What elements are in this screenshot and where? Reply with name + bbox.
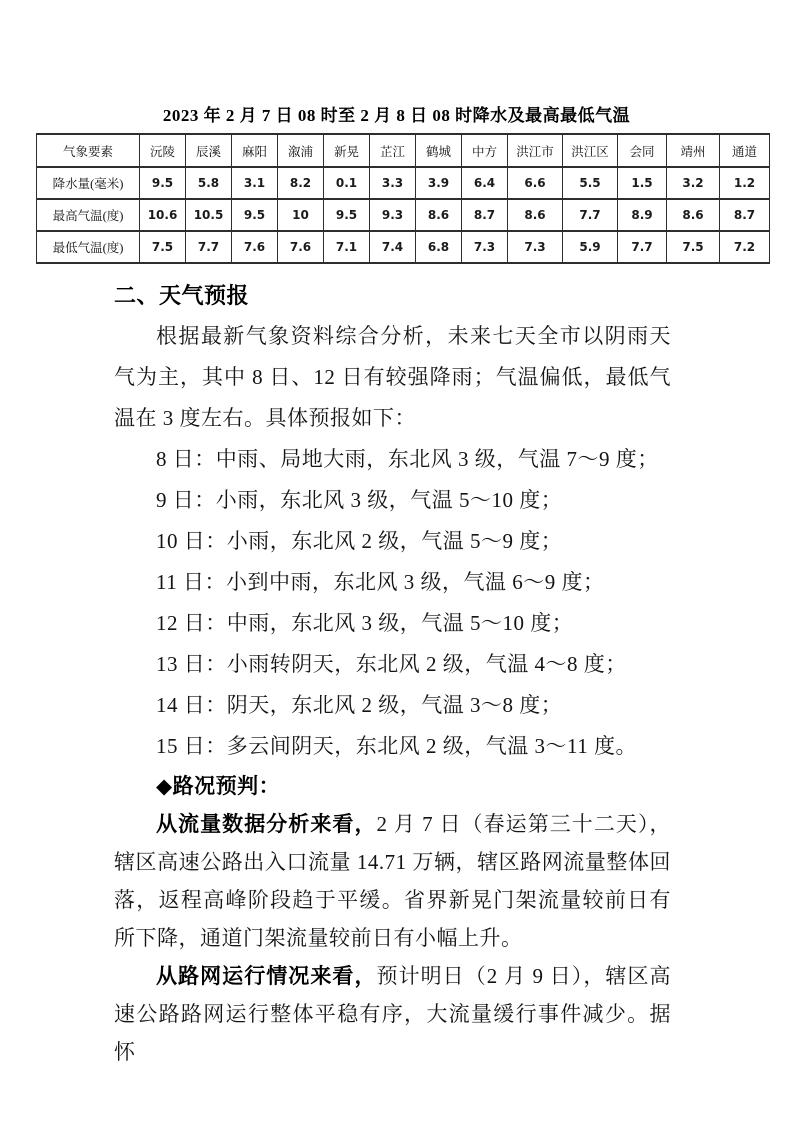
table-cell-value: 6.8 [416, 231, 462, 263]
table-body [37, 167, 770, 263]
table-cell-value: 9.5 [324, 199, 370, 231]
daily-forecast-line: 8 日：中雨、局地大雨，东北风 3 级，气温 7～9 度； [156, 447, 659, 471]
table-header-cell-station: 鹤城 [416, 134, 462, 167]
table-cell-value: 1.5 [618, 167, 667, 199]
road-network-body-text: 预计明日（2 月 9 日），辖区高速公路路网运行整体平稳有序，大流量缓行事件减少。据怀 [114, 964, 672, 1064]
table-header-cell-station: 沅陵 [140, 134, 186, 167]
table-row [37, 167, 770, 199]
table-header-cell-station: 溆浦 [278, 134, 324, 167]
table-cell-value: 7.1 [324, 231, 370, 263]
document-title: 2023 年 2 月 7 日 08 时至 2 月 8 日 08 时降水及最高最低气温 [162, 106, 631, 125]
road-forecast-heading-text: ◆路况预判： [156, 774, 281, 798]
table-cell-value: 3.3 [370, 167, 416, 199]
table-cell-value: 3.2 [667, 167, 720, 199]
table-cell-value: 7.2 [720, 231, 770, 263]
table-header-cell-station: 通道 [720, 134, 770, 167]
section-heading-weather-forecast: 二、天气预报 [114, 283, 250, 308]
table-header-cell-station: 会同 [618, 134, 667, 167]
table-header-row [37, 134, 770, 167]
table-cell-value: 5.5 [563, 167, 618, 199]
table-cell-value: 7.5 [140, 231, 186, 263]
table-header-cell-station: 洪江市 [508, 134, 563, 167]
table-header-cell-station: 靖州 [667, 134, 720, 167]
table-cell-value: 7.7 [563, 199, 618, 231]
table-cell-value: 7.4 [370, 231, 416, 263]
table-cell-value: 6.6 [508, 167, 563, 199]
table-cell-value: 0.1 [324, 167, 370, 199]
table-cell-value: 7.6 [232, 231, 278, 263]
daily-forecast-line: 9 日：小雨，东北风 3 级，气温 5～10 度； [156, 488, 563, 512]
table-cell-value: 9.5 [140, 167, 186, 199]
traffic-flow-body-text: 2 月 7 日（春运第三十二天），辖区高速公路出入口流量 14.71 万辆，辖区路网流量整体回落，返程高峰阶段趋于平缓。省界新晃门架流量较前日有所下降，通道门架流量较前日有小幅上升。 [114, 812, 672, 950]
table-cell-value: 7.7 [618, 231, 667, 263]
table-cell-value: 8.2 [278, 167, 324, 199]
table-row-label: 降水量(毫米) [37, 167, 140, 199]
table-cell-value: 8.7 [720, 199, 770, 231]
traffic-flow-paragraph [114, 805, 671, 957]
daily-forecast-line: 15 日：多云间阴天，东北风 2 级，气温 3～11 度。 [156, 734, 637, 758]
daily-forecast-line: 13 日：小雨转阴天，东北风 2 级，气温 4～8 度； [156, 652, 627, 676]
table-cell-value: 1.2 [720, 167, 770, 199]
table-header-cell-station: 辰溪 [186, 134, 232, 167]
table-cell-value: 8.7 [462, 199, 508, 231]
table-cell-value: 3.1 [232, 167, 278, 199]
table-cell-value: 7.7 [186, 231, 232, 263]
road-network-lead-text: 从路网运行情况来看， [156, 964, 377, 988]
table-cell-value: 10.6 [140, 199, 186, 231]
table-header-cell-factor: 气象要素 [37, 134, 140, 167]
daily-forecast-line: 10 日：小雨，东北风 2 级，气温 5～9 度； [156, 529, 563, 553]
road-condition-section [114, 767, 671, 1071]
document-body [114, 276, 671, 1071]
table-header-cell-station: 中方 [462, 134, 508, 167]
table-cell-value: 7.3 [462, 231, 508, 263]
table-cell-value: 7.5 [667, 231, 720, 263]
table-header-cell-station: 麻阳 [232, 134, 278, 167]
forecast-intro-paragraph: 根据最新气象资料综合分析，未来七天全市以阴雨天气为主，其中 8 日、12 日有较强降雨；气温偏低，最低气温在 3 度左右。具体预报如下： [114, 324, 671, 430]
table-cell-value: 5.8 [186, 167, 232, 199]
road-network-paragraph [114, 957, 671, 1071]
table-cell-value: 8.6 [508, 199, 563, 231]
table-row-label: 最低气温(度) [37, 231, 140, 263]
table-cell-value: 5.9 [563, 231, 618, 263]
table-header-cell-station: 新晃 [324, 134, 370, 167]
table-cell-value: 10.5 [186, 199, 232, 231]
table-cell-value: 9.5 [232, 199, 278, 231]
daily-forecast-line: 14 日：阴天，东北风 2 级，气温 3～8 度； [156, 693, 563, 717]
table-cell-value: 8.9 [618, 199, 667, 231]
table-cell-value: 8.6 [416, 199, 462, 231]
weather-table [36, 133, 770, 264]
table-cell-value: 8.6 [667, 199, 720, 231]
daily-forecast-line: 12 日：中雨，东北风 3 级，气温 5～10 度； [156, 611, 574, 635]
table-cell-value: 3.9 [416, 167, 462, 199]
table-row [37, 231, 770, 263]
table-cell-value: 9.3 [370, 199, 416, 231]
table-cell-value: 6.4 [462, 167, 508, 199]
table-row [37, 199, 770, 231]
table-header-cell-station: 洪江区 [563, 134, 618, 167]
daily-forecast-list [114, 439, 671, 767]
table-row-label: 最高气温(度) [37, 199, 140, 231]
table-cell-value: 10 [278, 199, 324, 231]
table-cell-value: 7.6 [278, 231, 324, 263]
daily-forecast-line: 11 日：小到中雨，东北风 3 级，气温 6～9 度； [156, 570, 605, 594]
traffic-flow-lead-text: 从流量数据分析来看， [156, 812, 377, 836]
road-forecast-heading [114, 767, 671, 805]
table-cell-value: 7.3 [508, 231, 563, 263]
table-header-cell-station: 芷江 [370, 134, 416, 167]
